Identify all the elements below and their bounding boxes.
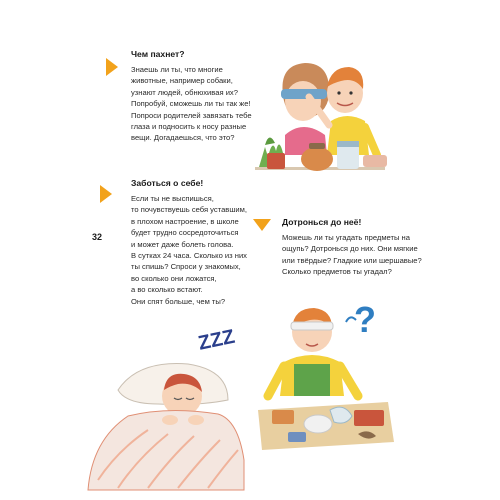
section-marker-triangle (253, 219, 271, 231)
text-line: Можешь ли ты угадать предметы на (282, 233, 410, 242)
section-marker-triangle (100, 185, 112, 203)
text-line: то почувствуешь себя уставшим, (131, 205, 247, 215)
touching-game-illustration (258, 292, 398, 462)
text-line: во сколько они ложатся, (131, 273, 217, 283)
text-line: ты спишь? Спроси у знакомых, (131, 262, 241, 272)
text-line: ощупь? Дотронься до них. Они мягкие (282, 244, 418, 254)
section-touch (282, 217, 432, 278)
section-title: Заботься о себе! (131, 178, 204, 188)
text-line: а во сколько встают. (131, 285, 203, 295)
section-title: Чем пахнет? (131, 49, 185, 59)
text-line: В сутках 24 часа. Сколько из них (131, 251, 247, 261)
zzz-text: ZZZ (196, 325, 237, 355)
question-mark: ? (354, 299, 376, 340)
text-line: и может даже болеть голова. (131, 239, 234, 249)
section-body (131, 193, 271, 307)
text-line: глаза и подносить к носу разные (131, 122, 247, 132)
text-line: животные, например собаки, (131, 76, 233, 86)
text-line: Попробуй, сможешь ли ты так же! (131, 99, 251, 109)
text-line: Они спят больше, чем ты? (131, 296, 226, 306)
text-line: будет трудно сосредоточиться (131, 228, 239, 238)
page-number: 32 (92, 232, 103, 242)
text-line: Если ты не выспишься, (131, 194, 214, 203)
section-title: Дотронься до неё! (282, 217, 362, 227)
section-body (282, 232, 432, 278)
text-line: узнают людей, обнюхивая их? (131, 87, 238, 97)
text-line: вещи. Догадаешься, что это? (131, 133, 235, 143)
text-line: Попроси родителей завязать тебе (131, 110, 252, 120)
section-marker-triangle (106, 58, 118, 76)
text-line: Знаешь ли ты, что многие (131, 65, 223, 74)
text-line: или твёрдые? Гладкие или шершавые? (282, 255, 422, 265)
text-line: в плохом настроение, в школе (131, 216, 239, 226)
text-line: Сколько предметов ты угадал? (282, 267, 392, 277)
smelling-game-illustration (245, 35, 395, 195)
sleeping-child-illustration (78, 320, 253, 490)
section-sleep (131, 178, 271, 307)
